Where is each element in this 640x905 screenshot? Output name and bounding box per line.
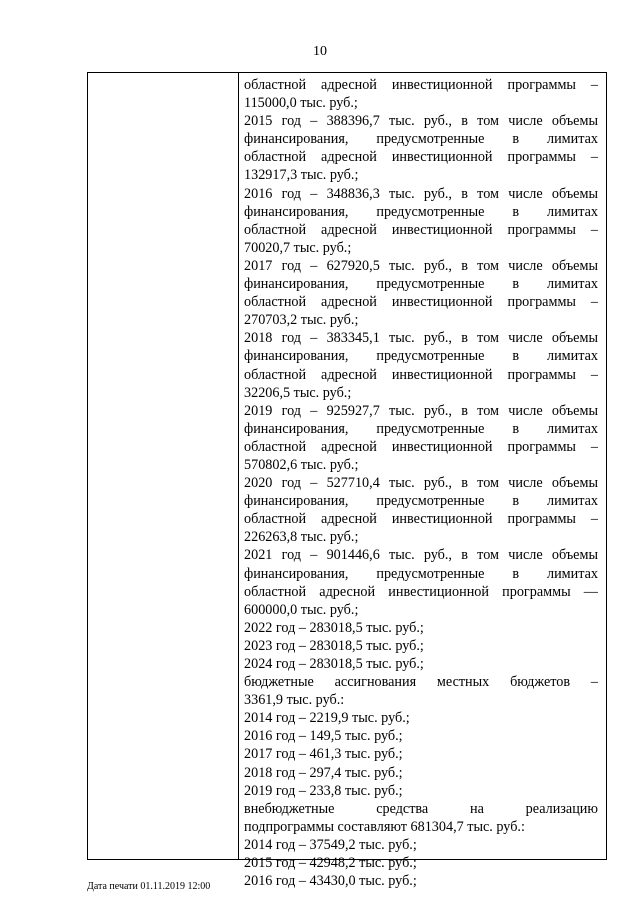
text-line: областной адресной инвестиционной программы – [244, 438, 598, 455]
print-date-footer: Дата печати 01.11.2019 12:00 [87, 881, 211, 892]
text-line: областной адресной инвестиционной программы – [244, 294, 598, 311]
text-line: 2017 год – 627920,5 тыс. руб., в том числе объемы [244, 257, 598, 274]
text-line: финансирования, предусмотренные в лимитах [244, 420, 598, 437]
table-left-cell [88, 73, 239, 859]
text-line: 2014 год – 2219,9 тыс. руб.; [244, 710, 410, 727]
text-line: 2015 год – 42948,2 тыс. руб.; [244, 855, 417, 872]
text-line: 2015 год – 388396,7 тыс. руб., в том числе объемы [244, 113, 598, 130]
text-line: 2018 год – 383345,1 тыс. руб., в том числе объемы [244, 330, 598, 347]
text-line: 2019 год – 233,8 тыс. руб.; [244, 782, 403, 799]
text-line: финансирования, предусмотренные в лимитах [244, 565, 598, 582]
text-line: 3361,9 тыс. руб.: [244, 692, 345, 709]
text-line: внебюджетные средства на реализацию [244, 800, 598, 817]
text-line: финансирования, предусмотренные в лимитах [244, 348, 598, 365]
text-line: 2019 год – 925927,7 тыс. руб., в том числе объемы [244, 402, 598, 419]
text-line: 2014 год – 37549,2 тыс. руб.; [244, 836, 417, 853]
text-line: 115000,0 тыс. руб.; [244, 95, 358, 112]
text-line: 2017 год – 461,3 тыс. руб.; [244, 746, 403, 763]
text-line: 2020 год – 527710,4 тыс. руб., в том числе объемы [244, 475, 598, 492]
text-line: областной адресной инвестиционной программы – [244, 366, 598, 383]
text-line: 70020,7 тыс. руб.; [244, 239, 352, 256]
text-line: 2016 год – 149,5 тыс. руб.; [244, 728, 403, 745]
text-line: областной адресной инвестиционной программы – [244, 77, 598, 93]
text-line: финансирования, предусмотренные в лимитах [244, 493, 598, 510]
text-line: 2016 год – 348836,3 тыс. руб., в том числе объемы [244, 185, 598, 202]
table-text-cell [239, 73, 606, 890]
text-line: 600000,0 тыс. руб.; [244, 601, 359, 618]
text-line: 2018 год – 297,4 тыс. руб.; [244, 764, 403, 781]
text-line: областной адресной инвестиционной программы – [244, 149, 598, 166]
text-line: 2023 год – 283018,5 тыс. руб.; [244, 637, 424, 654]
text-line: 132917,3 тыс. руб.; [244, 167, 359, 184]
text-line: финансирования, предусмотренные в лимитах [244, 203, 598, 220]
text-line: областной адресной инвестиционной программы — [244, 583, 598, 600]
text-line: 2024 год – 283018,5 тыс. руб.; [244, 656, 424, 672]
text-line: бюджетные ассигнования местных бюджетов – [244, 674, 598, 691]
text-line: 270703,2 тыс. руб.; [244, 312, 359, 329]
text-line: финансирования, предусмотренные в лимитах [244, 276, 598, 293]
text-line: областной адресной инвестиционной программы – [244, 511, 598, 528]
text-line: 226263,8 тыс. руб.; [244, 529, 359, 546]
text-line: 2021 год – 901446,6 тыс. руб., в том числе объемы [244, 547, 598, 564]
text-line: областной адресной инвестиционной программы – [244, 221, 598, 238]
text-line: финансирования, предусмотренные в лимитах [244, 131, 598, 148]
text-line: 2016 год – 43430,0 тыс. руб.; [244, 873, 417, 890]
text-line: подпрограммы составляют 681304,7 тыс. руб.: [244, 818, 525, 835]
text-line: 570802,6 тыс. руб.; [244, 456, 359, 473]
text-line: 2022 год – 283018,5 тыс. руб.; [244, 619, 424, 636]
page-number: 10 [313, 44, 327, 59]
text-line: 32206,5 тыс. руб.; [244, 384, 352, 401]
